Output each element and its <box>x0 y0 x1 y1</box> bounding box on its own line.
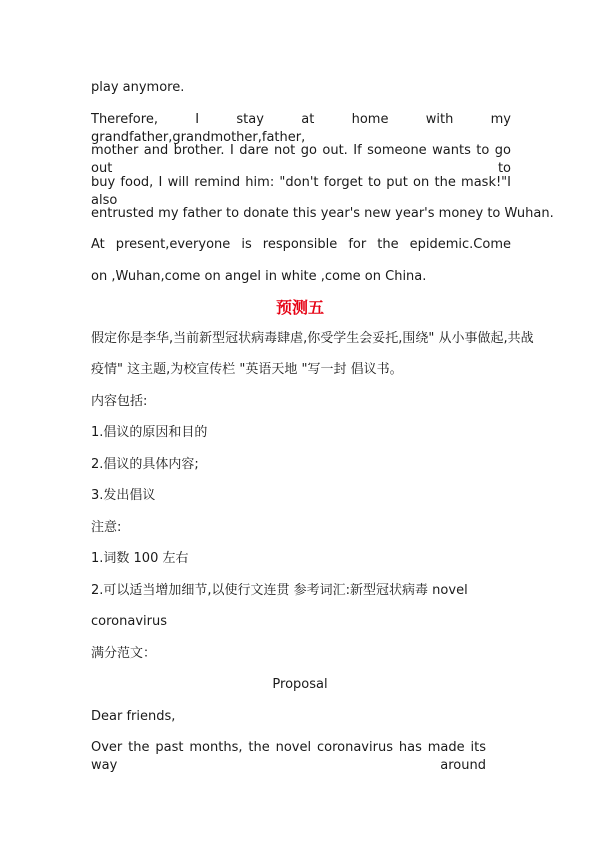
content-item: 1.倡议的原因和目的 <box>91 425 208 440</box>
note-item: coronavirus <box>91 614 167 629</box>
essay-line: entrusted my father to donate this year's new year's money to Wuhan. <box>91 206 554 221</box>
sample-line: Over the past months, the novel coronavirus has made its way around <box>91 740 486 773</box>
note-item: 2.可以适当增加细节,以使行文连贯 参考词汇:新型冠状病毒 novel <box>91 583 468 598</box>
essay-line: play anymore. <box>91 80 185 95</box>
content-item: 3.发出倡议 <box>91 488 156 503</box>
essay-line: buy food, I will remind him: "don't forget to put on the mask!"I also <box>91 175 511 208</box>
note-item: 1.词数 100 左右 <box>91 551 189 566</box>
essay-line: mother and brother. I dare not go out. If someone wants to go out to <box>91 143 511 176</box>
content-label: 内容包括: <box>91 394 148 409</box>
sample-greeting: Dear friends, <box>91 709 176 724</box>
section-title: 预测五 <box>275 298 324 317</box>
essay-line: Therefore, I stay at home with my grandfather,grandmother,father, <box>91 112 511 145</box>
prompt-line: 疫情" 这主题,为校宣传栏 "英语天地 "写一封 倡议书。 <box>91 362 403 377</box>
essay-line: on ,Wuhan,come on angel in white ,come on China. <box>91 269 427 284</box>
sample-label: 满分范文： <box>91 646 157 661</box>
note-label: 注意: <box>91 520 122 535</box>
essay-line: At present,everyone is responsible for the epidemic.Come <box>91 237 511 252</box>
content-item: 2.倡议的具体内容; <box>91 457 199 472</box>
sample-title: Proposal <box>272 677 328 692</box>
prompt-line: 假定你是李华,当前新型冠状病毒肆虐,你受学生会妥托,围绕" 从小事做起,共战 <box>91 331 534 346</box>
